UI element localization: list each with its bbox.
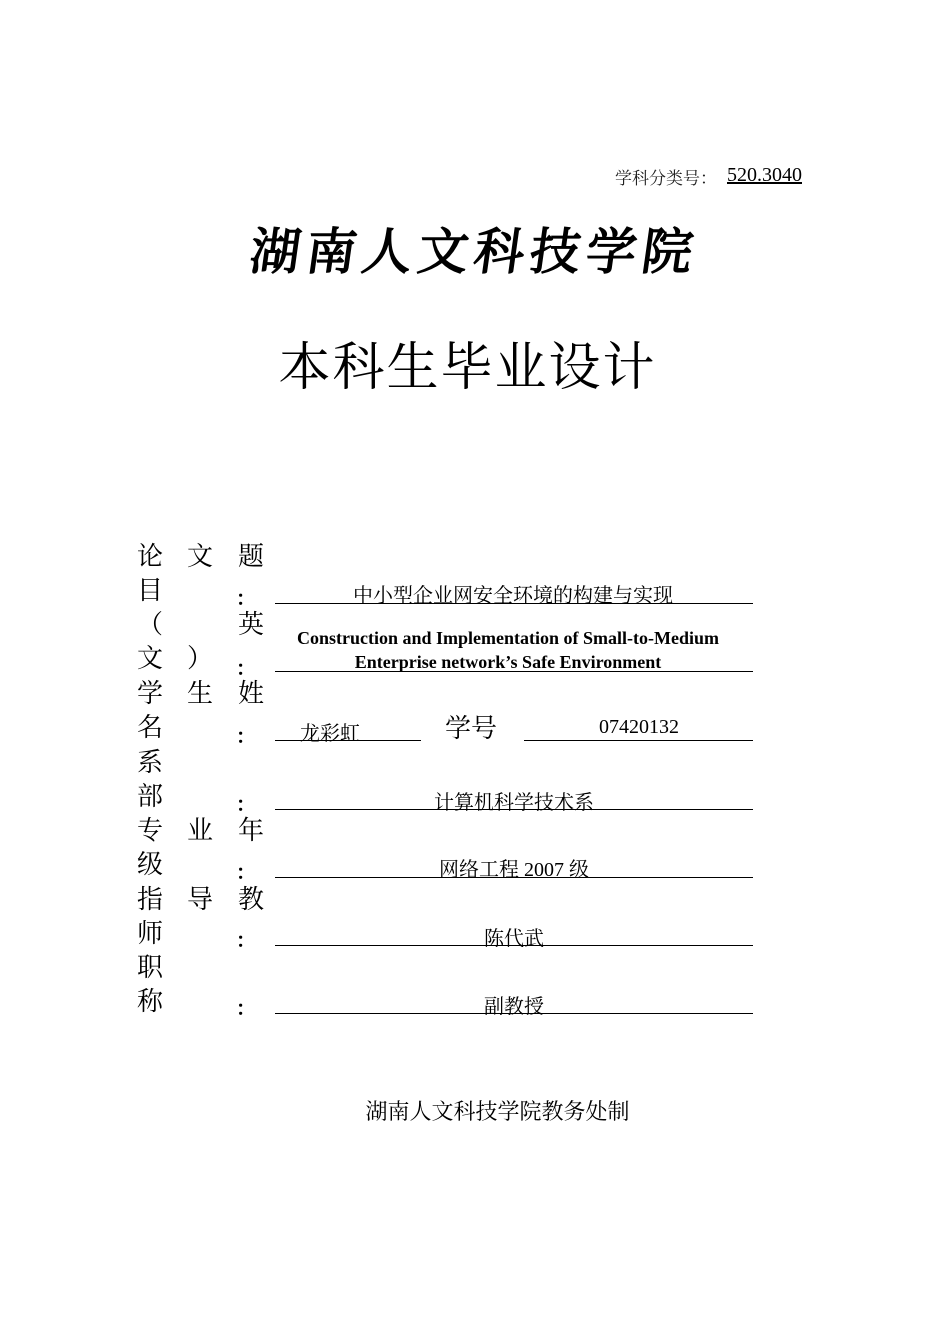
label-char: 系 xyxy=(137,748,164,778)
document-type-title: 本科生毕业设计 xyxy=(278,338,657,398)
student-number-label: 学号 xyxy=(445,714,498,744)
label-char: 导 xyxy=(187,885,214,915)
field-colon: ： xyxy=(236,586,256,610)
student-number-value: 07420132 xyxy=(599,716,679,738)
underline xyxy=(275,1013,753,1014)
title-en-line2: Enterprise network’s Safe Environment xyxy=(354,652,662,672)
field-colon: ： xyxy=(236,792,256,816)
classification-label: 学科分类号： xyxy=(615,169,717,189)
school-name: 湖南人文科技学院 xyxy=(246,222,703,281)
field-colon: ： xyxy=(236,724,256,748)
title-cn-value: 中小型企业网安全环境的构建与实现 xyxy=(353,585,673,607)
label-char: 师 xyxy=(137,919,164,949)
label-char: 英 xyxy=(238,610,265,640)
label-char: 姓 xyxy=(238,679,265,709)
label-char: 文 xyxy=(137,644,164,674)
field-colon: ： xyxy=(236,860,256,884)
underline xyxy=(275,671,753,672)
classification-value: 520.3040 xyxy=(727,164,802,186)
label-char: ） xyxy=(187,644,214,674)
label-char: 业 xyxy=(187,816,214,846)
label-char: 年 xyxy=(238,816,265,846)
label-char: 名 xyxy=(137,713,164,743)
underline xyxy=(524,740,753,741)
label-char: 目 xyxy=(137,576,164,606)
label-char: 文 xyxy=(187,542,214,572)
major-value: 网络工程 2007 级 xyxy=(439,859,589,881)
underline xyxy=(275,877,753,878)
label-char: 题 xyxy=(238,542,265,572)
footer-issuer: 湖南人文科技学院教务处制 xyxy=(365,1100,630,1125)
department-value: 计算机科学技术系 xyxy=(434,792,594,814)
field-colon: ： xyxy=(236,996,256,1020)
title-rank-value: 副教授 xyxy=(484,996,544,1018)
label-char: 专 xyxy=(137,816,164,846)
underline xyxy=(275,603,753,604)
underline xyxy=(275,740,421,741)
label-char: 学 xyxy=(137,679,164,709)
label-char: 部 xyxy=(137,782,164,812)
underline xyxy=(275,945,753,946)
label-char: （ xyxy=(137,610,164,640)
label-char: 教 xyxy=(238,885,265,915)
label-char: 论 xyxy=(137,542,164,572)
underline xyxy=(275,809,753,810)
student-name-value: 龙彩虹 xyxy=(300,723,360,745)
label-char: 职 xyxy=(137,953,164,983)
field-colon: ： xyxy=(236,928,256,952)
field-colon: ： xyxy=(236,656,256,680)
advisor-value: 陈代武 xyxy=(484,928,544,950)
classification-number xyxy=(615,164,802,189)
label-char: 级 xyxy=(137,850,164,880)
label-char: 生 xyxy=(187,679,214,709)
title-en-line1: Construction and Implementation of Small-to-Medium xyxy=(297,628,719,648)
label-char: 指 xyxy=(137,885,164,915)
label-char: 称 xyxy=(137,987,164,1017)
